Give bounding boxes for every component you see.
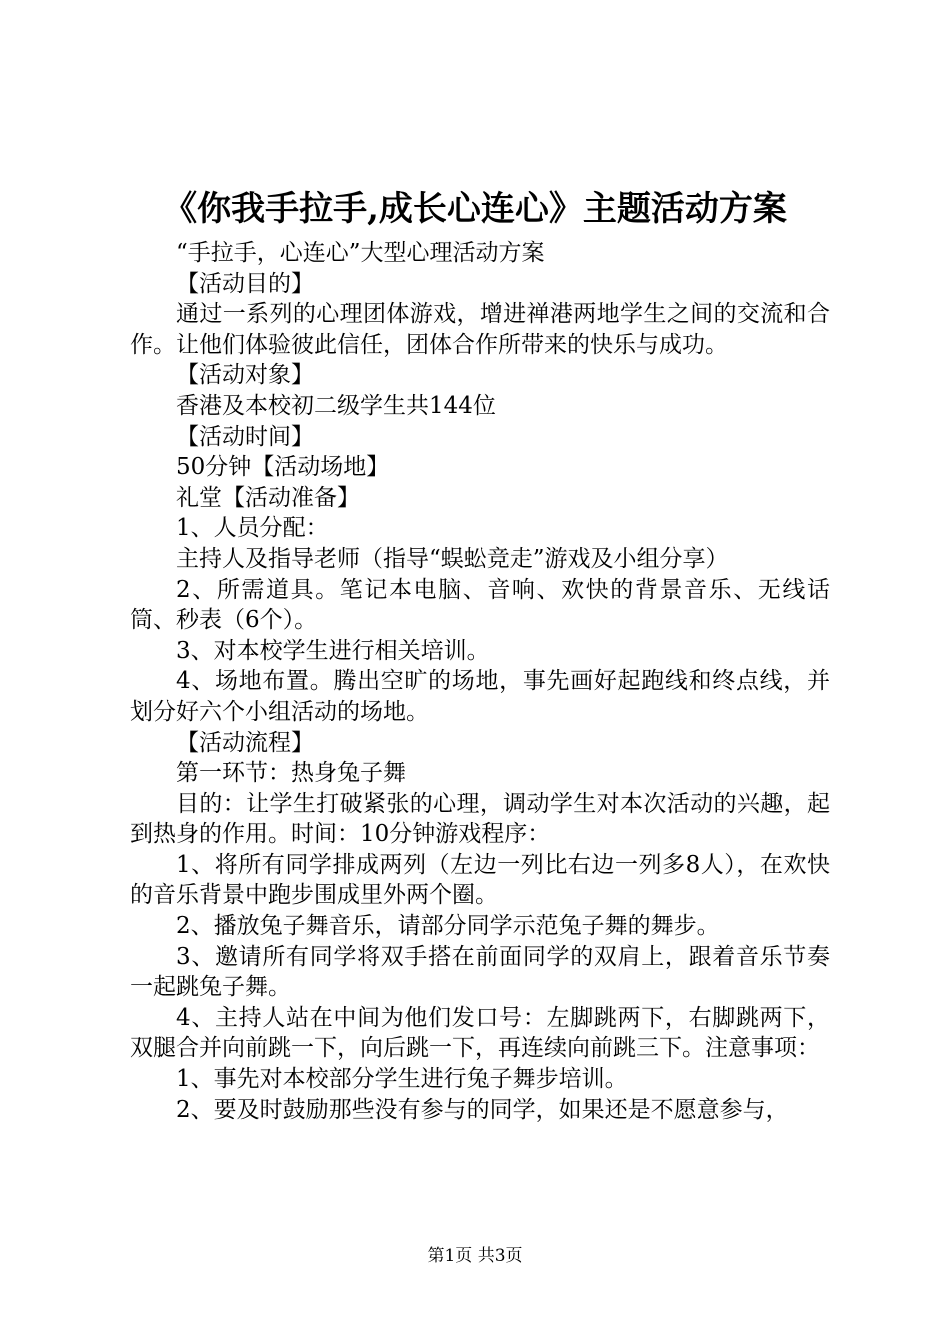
section-heading: 【活动目的】 (176, 270, 314, 297)
paragraph: 3、邀请所有同学将双手搭在前面同学的双肩上，跟着音乐节奏一起跳兔子舞。 (130, 943, 830, 1001)
paragraph: 3、对本校学生进行相关培训。 (176, 637, 490, 664)
paragraph: 香港及本校初二级学生共144位 (176, 392, 496, 419)
paragraph: 2、所需道具。笔记本电脑、音响、欢快的背景音乐、无线话筒、秒表（6个）。 (130, 576, 830, 634)
paragraph: “手拉手，心连心”大型心理活动方案 (176, 240, 545, 266)
paragraph: 2、要及时鼓励那些没有参与的同学，如果还是不愿意参与， (176, 1096, 789, 1123)
paragraph: 4、主持人站在中间为他们发口号：左脚跳两下，右脚跳两下，双腿合并向前跳一下，向后跳一下，再连续向前跳三下。注意事项： (130, 1004, 830, 1062)
paragraph: 1、人员分配： (176, 515, 329, 542)
paragraph: 4、场地布置。腾出空旷的场地，事先画好起跑线和终点线，并划分好六个小组活动的场地。 (130, 668, 830, 725)
page-footer: 第1页 共3页 (427, 1246, 523, 1266)
paragraph: 通过一系列的心理团体游戏，增进禅港两地学生之间的交流和合作。让他们体验彼此信任，团体合作所带来的快乐与成功。 (130, 301, 830, 358)
paragraph: 主持人及指导老师（指导“蜈蚣竞走”游戏及小组分享） (176, 545, 729, 572)
section-heading: 【活动时间】 (176, 423, 314, 450)
document-title: 《你我手拉手,成长心连心》主题活动方案 (163, 189, 787, 229)
paragraph: 1、事先对本校部分学生进行兔子舞步培训。 (176, 1066, 628, 1093)
paragraph: 1、将所有同学排成两列（左边一列比右边一列多8人），在欢快的音乐背景中跑步围成里外两个圈。 (130, 851, 830, 909)
paragraph: 礼堂【活动准备】 (176, 484, 360, 511)
section-heading: 【活动对象】 (176, 362, 314, 389)
document-body (130, 238, 830, 1125)
paragraph: 50分钟【活动场地】 (176, 454, 390, 481)
section-heading: 【活动流程】 (176, 729, 314, 756)
paragraph: 第一环节：热身兔子舞 (176, 760, 406, 787)
paragraph: 2、播放兔子舞音乐，请部分同学示范兔子舞的舞步。 (176, 913, 720, 940)
paragraph: 目的：让学生打破紧张的心理，调动学生对本次活动的兴趣，起到热身的作用。时间：10分钟游戏程序： (130, 790, 830, 848)
